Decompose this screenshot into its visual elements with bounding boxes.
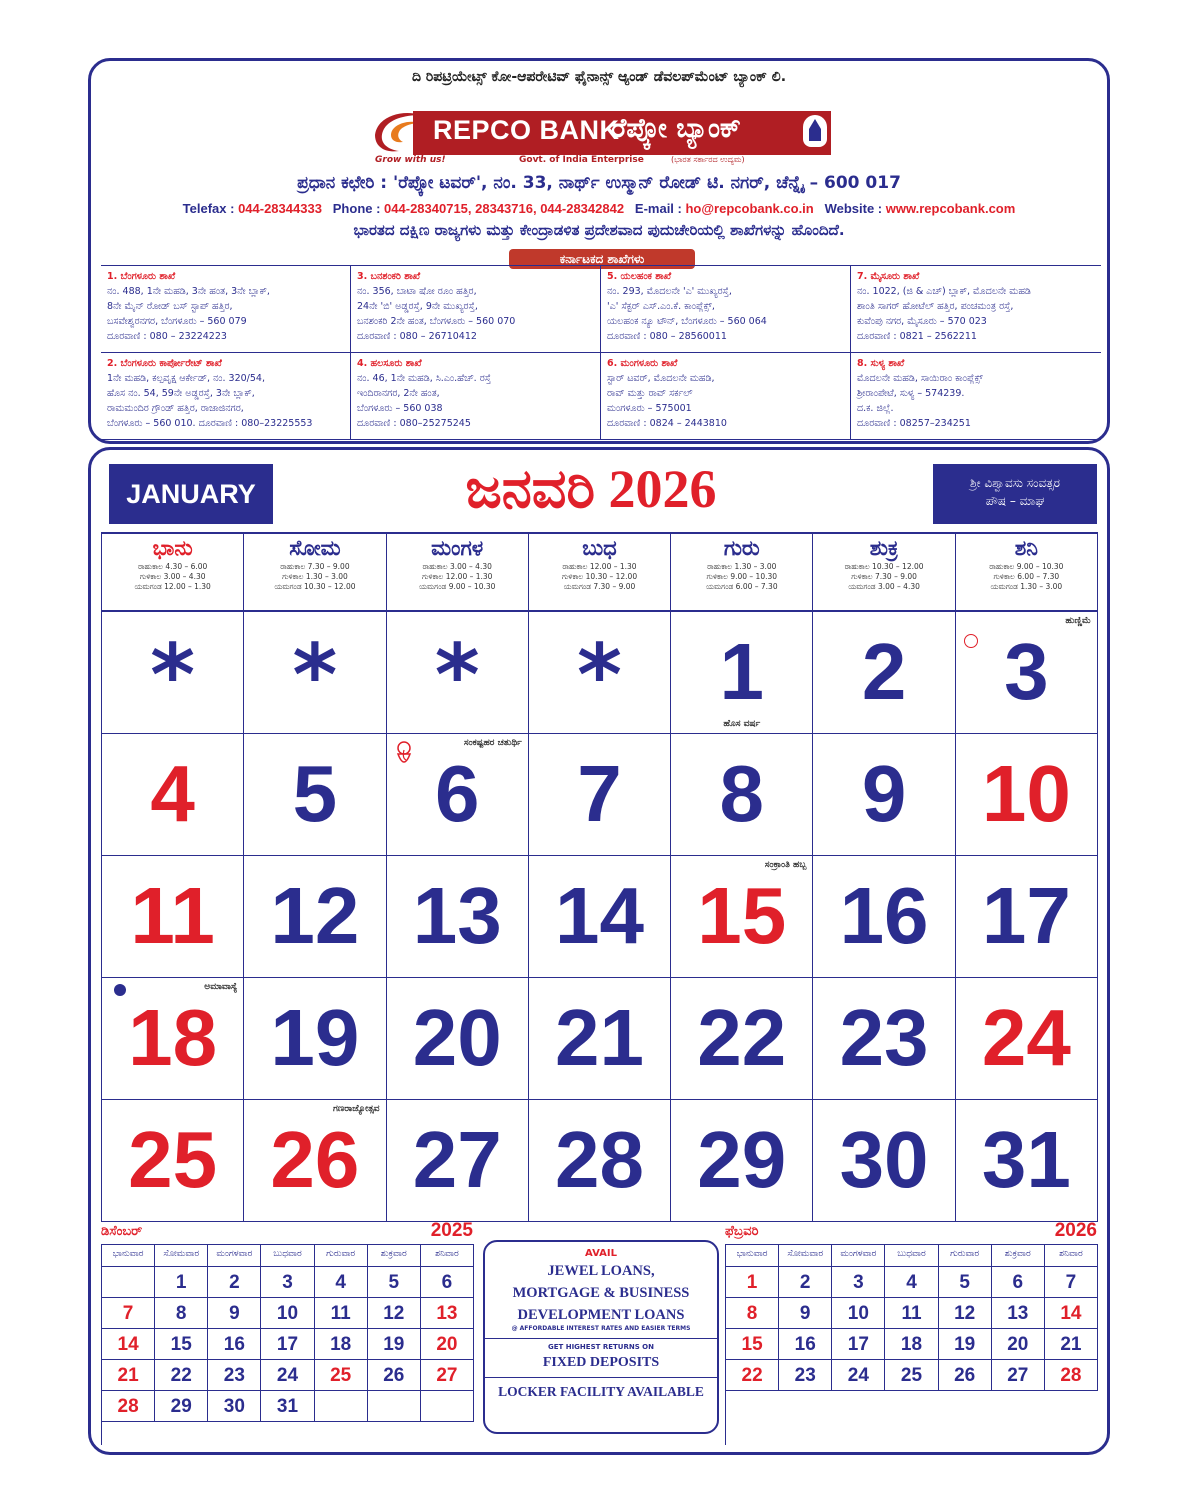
- blank-cell: [244, 612, 386, 734]
- mini-date-cell: 12: [368, 1298, 421, 1329]
- prev-month-year: 2025: [430, 1220, 473, 1241]
- date-number: 23: [839, 993, 929, 1082]
- weekday-timing: ಗುಳಿಕಾಲ 10.30 – 12.00: [561, 572, 638, 581]
- branch-address-line: ಬೆಂಗಳೂರು – 560 010. ದೂರವಾಣಿ : 080–23225553: [107, 418, 313, 429]
- date-cell[interactable]: [813, 856, 955, 978]
- date-number: 25: [128, 1115, 218, 1204]
- branch-address-line: ಬಸವೇಶ್ವರನಗರ, ಬೆಂಗಳೂರು – 560 079: [107, 316, 247, 327]
- date-number: 22: [697, 993, 787, 1082]
- branch-address-line: ದೂರವಾಣಿ : 0824 – 2443810: [607, 418, 727, 429]
- mini-date-cell: 19: [368, 1329, 421, 1360]
- ad-avail: AVAIL: [585, 1248, 617, 1259]
- main-calendar: [88, 447, 1110, 1455]
- branch-title: 1. ಬೆಂಗಳೂರು ಶಾಖೆ: [107, 271, 176, 282]
- date-cell[interactable]: [387, 734, 529, 856]
- branch-address-line: ಇಂದಿರಾನಗರ, 2ನೇ ಹಂತ,: [357, 388, 440, 399]
- branch-address-line: ದ.ಕ. ಜಿಲ್ಲೆ.: [857, 403, 894, 414]
- blank-cell: [529, 612, 671, 734]
- mini-weekday: ಶನಿವಾರ: [1045, 1245, 1098, 1267]
- mini-date-cell: 28: [102, 1391, 155, 1422]
- govt-enterprise-kn: (ಭಾರತ ಸರ್ಕಾರದ ಉದ್ಯಮ): [671, 155, 745, 164]
- phone-value: 044-28340715, 28343716, 044-28342842: [384, 201, 625, 216]
- mini-date-cell: 2: [208, 1267, 261, 1298]
- weekday-timing: ರಾಹುಕಾಲ 7.30 – 9.00: [280, 562, 350, 571]
- branch-address-line: ದೂರವಾಣಿ : 080 – 23224223: [107, 331, 227, 342]
- mini-date-cell: 16: [779, 1329, 832, 1360]
- mini-date-cell: 8: [155, 1298, 208, 1329]
- mini-weekday: ಸೋಮವಾರ: [155, 1245, 208, 1267]
- branch-address-line: ದೂರವಾಣಿ : 080–25275245: [357, 418, 471, 429]
- date-cell[interactable]: [671, 978, 813, 1100]
- mini-date-cell: 26: [939, 1360, 992, 1391]
- branch-address-line: ದೂರವಾಣಿ : 08257–234251: [857, 418, 971, 429]
- date-number: 12: [270, 871, 360, 960]
- mini-date-cell: 31: [261, 1391, 314, 1422]
- weekday-header: [387, 534, 529, 612]
- weekday-header: [671, 534, 813, 612]
- ad-locker: LOCKER FACILITY AVAILABLE: [498, 1384, 704, 1399]
- branch-title: 2. ಬೆಂಗಳೂರು ಕಾರ್ಪೋರೇಟ್ ಶಾಖೆ: [107, 358, 222, 369]
- emblem-icon: [803, 115, 827, 147]
- date-cell[interactable]: [671, 734, 813, 856]
- prev-month-calendar: [101, 1222, 473, 1444]
- date-number: 19: [270, 993, 360, 1082]
- branch-card: [601, 266, 851, 353]
- date-number: 28: [554, 1115, 644, 1204]
- branch-address-line: 8ನೇ ಮೈನ್ ರೋಡ್ ಬಸ್ ಸ್ಟಾಪ್ ಹತ್ತಿರ,: [107, 301, 233, 312]
- mini-date-cell: 21: [1045, 1329, 1098, 1360]
- branch-address-line: ಯಲಹಂಕ ನ್ಯೂ ಟೌನ್, ಬೆಂಗಳೂರು – 560 064: [607, 316, 767, 327]
- date-number: 18: [128, 993, 218, 1082]
- mini-date-cell: 20: [992, 1329, 1045, 1360]
- bank-header: [88, 58, 1110, 444]
- mini-date-cell: 4: [315, 1267, 368, 1298]
- date-cell[interactable]: [956, 612, 1098, 734]
- branch-address-line: ದೂರವಾಣಿ : 080 – 28560011: [607, 331, 727, 342]
- ad-loans-1: JEWEL LOANS,: [547, 1263, 655, 1279]
- branch-card: [601, 353, 851, 440]
- prev-month-name: ಡಿಸೆಂಬರ್: [101, 1224, 143, 1239]
- ad-divider: [485, 1338, 717, 1339]
- festival-note: ಹುಣ್ಣಿಮೆ: [1065, 616, 1091, 626]
- head-office-address: ಪ್ರಧಾನ ಕಛೇರಿ : 'ರೆಪ್ಕೋ ಟವರ್', ನಂ. 33, ನಾರ್ಥ್ ಉಸ್ಮಾನ್ ರೋಡ್ ಟಿ. ನಗರ್, ಚೆನ್ನೈ – 600 017: [297, 173, 901, 193]
- festival-note: ಗಣರಾಜ್ಯೋತ್ಸವ: [332, 1104, 380, 1114]
- date-number: 7: [577, 749, 622, 838]
- mini-weekday: ಭಾನುವಾರ: [102, 1245, 155, 1267]
- ad-fixed-deposits: FIXED DEPOSITS: [542, 1355, 660, 1370]
- website-link[interactable]: www.repcobank.com: [885, 201, 1016, 216]
- weekday-timing: ರಾಹುಕಾಲ 10.30 – 12.00: [844, 562, 924, 571]
- mini-date-cell: 6: [992, 1267, 1045, 1298]
- branch-card: [351, 353, 601, 440]
- mini-date-cell: 28: [1045, 1360, 1098, 1391]
- date-number: 27: [412, 1115, 502, 1204]
- date-number: 5: [292, 749, 338, 838]
- branch-address-line: ಮೊದಲನೇ ಮಹಡಿ, ಸಾಯಿರಾಂ ಕಾಂಪ್ಲೆಕ್ಸ್: [857, 373, 983, 384]
- weekday-timing: ಯಮಗಂಡ 12.00 – 1.30: [134, 582, 211, 591]
- logo-tagline: Grow with us!: [375, 155, 446, 165]
- weekday-name: ಶುಕ್ರ: [869, 536, 899, 560]
- ganesha-icon: [393, 740, 415, 770]
- date-number: 3: [1004, 627, 1049, 716]
- weekday-name: ಬುಧ: [582, 536, 617, 560]
- mini-date-cell: 30: [208, 1391, 261, 1422]
- weekday-header: [956, 534, 1098, 612]
- branch-card: [351, 266, 601, 353]
- mini-date-cell: [315, 1391, 368, 1422]
- weekday-timing: ಯಮಗಂಡ 9.00 – 10.30: [419, 582, 496, 591]
- next-month-calendar: [725, 1222, 1097, 1444]
- date-cell[interactable]: [244, 856, 386, 978]
- date-cell[interactable]: [813, 734, 955, 856]
- branch-card: [851, 353, 1101, 440]
- branch-address-line: ರಾವ್ ಮತ್ತು ರಾವ್ ಸರ್ಕಲ್: [607, 388, 693, 399]
- mini-date-cell: 9: [779, 1298, 832, 1329]
- mini-date-cell: 18: [885, 1329, 938, 1360]
- date-cell[interactable]: [956, 856, 1098, 978]
- date-number: 10: [981, 749, 1071, 838]
- mini-date-cell: [368, 1391, 421, 1422]
- date-cell[interactable]: [387, 1100, 529, 1222]
- branch-title: 6. ಮಂಗಳೂರು ಶಾಖೆ: [607, 358, 678, 369]
- date-cell[interactable]: [956, 1100, 1098, 1222]
- branch-list: [101, 265, 1101, 440]
- mini-date-cell: 22: [155, 1360, 208, 1391]
- branch-address-line: ಹೊಸ ನಂ. 54, 59ನೇ ಅಡ್ಡರಸ್ತೆ, 3ನೇ ಬ್ಲಾಕ್,: [107, 388, 255, 399]
- mini-date-cell: 15: [155, 1329, 208, 1360]
- cooperative-name: ದಿ ರಿಪಟ್ರಿಯೇಟ್ಸ್ ಕೋ-ಆಪರೇಟಿವ್ ಫೈನಾನ್ಸ್ ಆ್ಯಂಡ್ ಡೆವಲಪ್‌ಮೆಂಟ್ ಬ್ಯಾಂಕ್ ಲಿ.: [411, 69, 787, 85]
- date-number: 8: [719, 749, 765, 838]
- mini-date-cell: 1: [726, 1267, 779, 1298]
- branch-address-line: ನಂ. 293, ಮೊದಲನೇ 'ಎ' ಮುಖ್ಯರಸ್ತೆ,: [607, 286, 732, 297]
- full-moon-icon: [964, 634, 978, 648]
- festival-note: ಅಮಾವಾಸ್ಯೆ: [204, 982, 238, 992]
- weekday-timing: ಗುಳಿಕಾಲ 9.00 – 10.30: [706, 572, 778, 581]
- weekday-timing: ಯಮಗಂಡ 10.30 – 12.00: [274, 582, 356, 591]
- date-cell[interactable]: [671, 612, 813, 734]
- blank-cell: [387, 612, 529, 734]
- mini-date-cell: 7: [1045, 1267, 1098, 1298]
- branch-address-line: ಕುವೆಂಪು ನಗರ, ಮೈಸೂರು – 570 023: [857, 316, 987, 327]
- branch-address-line: ಮಂಗಳೂರು – 575001: [607, 403, 692, 414]
- blank-cell: [102, 612, 244, 734]
- mini-weekday: ಸೋಮವಾರ: [779, 1245, 832, 1267]
- mini-weekday: ಶನಿವಾರ: [421, 1245, 474, 1267]
- next-month-year: 2026: [1054, 1220, 1097, 1241]
- mini-date-cell: 2: [779, 1267, 832, 1298]
- branch-address-line: ದೂರವಾಣಿ : 0821 – 2562211: [857, 331, 977, 342]
- asterisk-mark: *: [150, 626, 196, 726]
- weekday-timing: ಯಮಗಂಡ 6.00 – 7.30: [705, 582, 778, 591]
- mini-weekday: ಮಂಗಳವಾರ: [208, 1245, 261, 1267]
- date-number: 15: [697, 871, 787, 960]
- date-number: 17: [981, 871, 1071, 960]
- weekday-timing: ಗುಳಿಕಾಲ 6.00 – 7.30: [993, 572, 1060, 581]
- mini-date-cell: 26: [368, 1360, 421, 1391]
- mini-date-cell: 23: [779, 1360, 832, 1391]
- ad-loans-2: MORTGAGE & BUSINESS: [512, 1285, 690, 1301]
- weekday-name: ಭಾನು: [152, 536, 193, 560]
- date-cell[interactable]: [102, 734, 244, 856]
- weekday-timing: ರಾಹುಕಾಲ 1.30 – 3.00: [707, 562, 777, 571]
- weekday-timing: ಯಮಗಂಡ 3.00 – 4.30: [848, 582, 920, 591]
- date-cell[interactable]: [102, 1100, 244, 1222]
- mini-date-cell: 29: [155, 1391, 208, 1422]
- karnataka-branches-badge: ಕರ್ನಾಟಕದ ಶಾಖೆಗಳು: [509, 249, 695, 269]
- samvatsara-box: [933, 464, 1097, 524]
- date-cell[interactable]: [956, 978, 1098, 1100]
- month-name-en: JANUARY: [109, 464, 273, 524]
- weekday-timing: ಯಮಗಂಡ 7.30 – 9.00: [563, 582, 636, 591]
- branch-title: 8. ಸುಳ್ಯ ಶಾಖೆ: [857, 358, 905, 369]
- weekday-timing: ಯಮಗಂಡ 1.30 – 3.00: [990, 582, 1063, 591]
- mini-date-cell: 5: [939, 1267, 992, 1298]
- date-cell[interactable]: [529, 856, 671, 978]
- ad-highest-returns: GET HIGHEST RETURNS ON: [547, 1343, 654, 1351]
- date-cell[interactable]: [671, 856, 813, 978]
- mini-weekday: ಗುರುವಾರ: [939, 1245, 992, 1267]
- website-label: Website :: [824, 201, 886, 216]
- weekday-timing: ಗುಳಿಕಾಲ 3.00 – 4.30: [139, 572, 206, 581]
- date-cell[interactable]: [244, 1100, 386, 1222]
- mini-date-cell: 12: [939, 1298, 992, 1329]
- date-cell[interactable]: [387, 978, 529, 1100]
- mini-date-cell: 17: [832, 1329, 885, 1360]
- weekday-header: [244, 534, 386, 612]
- mini-date-cell: 16: [208, 1329, 261, 1360]
- branch-card: [101, 266, 351, 353]
- date-cell[interactable]: [529, 978, 671, 1100]
- date-cell[interactable]: [102, 856, 244, 978]
- weekday-header: [813, 534, 955, 612]
- mini-date-cell: 3: [832, 1267, 885, 1298]
- mini-date-cell: 24: [832, 1360, 885, 1391]
- branch-title: 4. ಹಲಸೂರು ಶಾಖೆ: [357, 358, 422, 369]
- mini-date-cell: 27: [421, 1360, 474, 1391]
- weekday-header: [102, 534, 244, 612]
- mini-date-cell: 14: [102, 1329, 155, 1360]
- logo-text-kn: ರೆಪ್ಕೋ ಬ್ಯಾಂಕ್: [611, 113, 741, 144]
- date-number: 26: [270, 1115, 360, 1204]
- branch-address-line: ರಾಮಮಂದಿರ ಗ್ರೌಂಡ್ ಹತ್ತಿರ, ರಾಜಾಜಿನಗರ,: [107, 403, 244, 414]
- mini-date-cell: 8: [726, 1298, 779, 1329]
- next-month-grid: [725, 1244, 1098, 1445]
- weekday-name: ಸೋಮ: [289, 536, 341, 560]
- weekday-timing: ರಾಹುಕಾಲ 12.00 – 1.30: [562, 562, 637, 571]
- date-number: 29: [697, 1115, 787, 1204]
- branch-card: [101, 353, 351, 440]
- mini-date-cell: 23: [208, 1360, 261, 1391]
- mini-date-cell: 7: [102, 1298, 155, 1329]
- mini-date-cell: 25: [315, 1360, 368, 1391]
- date-number: 2: [861, 627, 907, 716]
- date-number: 1: [719, 627, 765, 716]
- mini-weekday: ಗುರುವಾರ: [315, 1245, 368, 1267]
- mini-weekday: ಬುಧವಾರ: [885, 1245, 938, 1267]
- date-cell[interactable]: [529, 1100, 671, 1222]
- prev-month-grid: [101, 1244, 474, 1445]
- weekday-header: [529, 534, 671, 612]
- mini-date-cell: 19: [939, 1329, 992, 1360]
- date-number: 11: [130, 871, 215, 960]
- branch-address-line: ನಂ. 46, 1ನೇ ಮಹಡಿ, ಸಿ.ಎಂ.ಹೆಚ್. ರಸ್ತೆ: [357, 373, 491, 384]
- ad-loans-3: DEVELOPMENT LOANS: [517, 1307, 685, 1323]
- mini-date-cell: 22: [726, 1360, 779, 1391]
- new-moon-icon: [114, 984, 126, 996]
- date-cell[interactable]: [813, 612, 955, 734]
- south-india-note: ಭಾರತದ ದಕ್ಷಿಣ ರಾಜ್ಯಗಳು ಮತ್ತು ಕೇಂದ್ರಾಡಳಿತ ಪ್ರದೇಶವಾದ ಪುದುಚೇರಿಯಲ್ಲಿ ಶಾಖೆಗಳನ್ನು ಹೊಂದಿದೆ.: [353, 221, 845, 239]
- branch-address-line: ಶ್ರೀರಾಂಪೇಟೆ, ಸುಳ್ಯ – 574239.: [857, 388, 965, 399]
- asterisk-mark: *: [434, 626, 480, 726]
- date-cell[interactable]: [387, 856, 529, 978]
- telefax-value: 044-28344333: [238, 201, 322, 216]
- weekday-timing: ಗುಳಿಕಾಲ 12.00 – 1.30: [421, 572, 493, 581]
- date-number: 9: [861, 749, 907, 838]
- mini-weekday: ಬುಧವಾರ: [261, 1245, 314, 1267]
- mini-date-cell: 4: [885, 1267, 938, 1298]
- mini-date-cell: 17: [261, 1329, 314, 1360]
- date-cell[interactable]: [244, 734, 386, 856]
- date-number: 13: [412, 871, 502, 960]
- mini-date-cell: 27: [992, 1360, 1045, 1391]
- mini-date-cell: 10: [832, 1298, 885, 1329]
- weekday-timing: ರಾಹುಕಾಲ 3.00 – 4.30: [422, 562, 492, 571]
- branch-card: [851, 266, 1101, 353]
- date-number: 14: [554, 871, 644, 960]
- date-number: 21: [554, 993, 644, 1082]
- weekday-timing: ಗುಳಿಕಾಲ 1.30 – 3.00: [282, 572, 348, 581]
- date-number: 20: [412, 993, 502, 1082]
- mini-date-cell: 9: [208, 1298, 261, 1329]
- mini-weekday: ಮಂಗಳವಾರ: [832, 1245, 885, 1267]
- mini-date-cell: 10: [261, 1298, 314, 1329]
- mini-weekday: ಶುಕ್ರವಾರ: [368, 1245, 421, 1267]
- mini-date-cell: 20: [421, 1329, 474, 1360]
- date-cell[interactable]: [244, 978, 386, 1100]
- branch-address-line: ಬೆಂಗಳೂರು – 560 038: [357, 403, 443, 414]
- weekday-name: ಶನಿ: [1014, 536, 1038, 560]
- mini-date-cell: 13: [992, 1298, 1045, 1329]
- date-cell[interactable]: [529, 734, 671, 856]
- mini-weekday: ಶುಕ್ರವಾರ: [992, 1245, 1045, 1267]
- asterisk-mark: *: [576, 626, 622, 726]
- day-grid: [101, 532, 1098, 1222]
- next-month-name: ಫೆಬ್ರವರಿ: [725, 1224, 759, 1239]
- festival-note: ಸಂಕ್ರಾಂತಿ ಹಬ್ಬ: [764, 860, 807, 870]
- date-number: 30: [839, 1115, 929, 1204]
- date-cell[interactable]: [671, 1100, 813, 1222]
- weekday-timing: ರಾಹುಕಾಲ 4.30 – 6.00: [137, 562, 208, 571]
- mini-date-cell: 11: [885, 1298, 938, 1329]
- contact-line: [91, 201, 1107, 216]
- email-link[interactable]: ho@repcobank.co.in: [685, 201, 814, 216]
- branch-address-line: 24ನೇ 'ಬಿ' ಅಡ್ಡರಸ್ತೆ, 9ನೇ ಮುಖ್ಯರಸ್ತೆ,: [357, 301, 478, 312]
- branch-address-line: ನಂ. 1022, (ಜಿ & ಎಚ್) ಬ್ಲಾಕ್, ಮೊದಲನೇ ಮಹಡಿ: [857, 286, 1031, 297]
- date-number: 31: [981, 1115, 1071, 1204]
- branch-address-line: ನಂ. 356, ಬಾಟಾ ಷೋ ರೂಂ ಹತ್ತಿರ,: [357, 286, 477, 297]
- mini-date-cell: 15: [726, 1329, 779, 1360]
- date-number: 16: [839, 871, 929, 960]
- branch-address-line: ದೂರವಾಣಿ : 080 – 26710412: [357, 331, 477, 342]
- mini-date-cell: [102, 1267, 155, 1298]
- festival-note: ಹೊಸ ವರ್ಷ: [723, 719, 761, 729]
- email-label: E-mail :: [634, 201, 686, 216]
- date-cell[interactable]: [956, 734, 1098, 856]
- mini-date-cell: 6: [421, 1267, 474, 1298]
- logo-text-en: REPCO BANK: [433, 115, 620, 145]
- date-cell[interactable]: [813, 1100, 955, 1222]
- branch-title: 3. ಬನಶಂಕರಿ ಶಾಖೆ: [357, 271, 421, 282]
- mini-date-cell: 11: [315, 1298, 368, 1329]
- branch-title: 7. ಮೈಸೂರು ಶಾಖೆ: [857, 271, 920, 282]
- mini-date-cell: 1: [155, 1267, 208, 1298]
- loan-advert: [483, 1240, 719, 1434]
- telefax-label: Telefax :: [182, 201, 239, 216]
- ad-affordable: @ AFFORDABLE INTEREST RATES AND EASIER TERMS: [511, 1325, 691, 1332]
- branch-address-line: ಬನಶಂಕರಿ 2ನೇ ಹಂತ, ಬೆಂಗಳೂರು – 560 070: [357, 316, 516, 327]
- mini-date-cell: 5: [368, 1267, 421, 1298]
- repco-logo: [371, 109, 831, 165]
- samvatsara: ಶ್ರೀ ವಿಶ್ವಾವಸು ಸಂವತ್ಸರ: [969, 476, 1061, 490]
- branch-address-line: ನಂ. 488, 1ನೇ ಮಹಡಿ, 3ನೇ ಹಂತ, 3ನೇ ಬ್ಲಾಕ್,: [107, 286, 270, 297]
- date-cell[interactable]: [102, 978, 244, 1100]
- mini-date-cell: 3: [261, 1267, 314, 1298]
- govt-enterprise: Govt. of India Enterprise: [519, 155, 644, 165]
- weekday-timing: ರಾಹುಕಾಲ 9.00 – 10.30: [989, 562, 1064, 571]
- branch-address-line: 1ನೇ ಮಹಡಿ, ಕಲ್ಪವೃಕ್ಷ ಆರ್ಕೇಡ್, ನಂ. 320/54,: [107, 373, 265, 384]
- branch-address-line: 'ಎ' ಸೆಕ್ಟರ್ ಎಸ್.ಎಂ.ಕೆ. ಕಾಂಪ್ಲೆಕ್ಸ್,: [607, 301, 715, 312]
- date-number: 6: [434, 749, 480, 838]
- weekday-name: ಮಂಗಳ: [431, 536, 484, 560]
- mini-date-cell: [421, 1391, 474, 1422]
- asterisk-mark: *: [292, 626, 338, 726]
- mini-date-cell: 25: [885, 1360, 938, 1391]
- mini-weekday: ಭಾನುವಾರ: [726, 1245, 779, 1267]
- mini-date-cell: 21: [102, 1360, 155, 1391]
- weekday-name: ಗುರು: [723, 536, 760, 560]
- date-number: 24: [981, 993, 1071, 1082]
- mini-date-cell: 13: [421, 1298, 474, 1329]
- weekday-timing: ಗುಳಿಕಾಲ 7.30 – 9.00: [851, 572, 917, 581]
- date-cell[interactable]: [813, 978, 955, 1100]
- masa: ಪೌಷ – ಮಾಘ: [985, 494, 1045, 508]
- branch-address-line: ಶಾಂತಿ ಸಾಗರ್ ಹೋಟೆಲ್ ಹತ್ತಿರ, ಪಂಚಮಂತ್ರ ರಸ್ತೆ,: [857, 301, 1014, 312]
- branch-address-line: ಸ್ಟಾರ್ ಟವರ್, ಮೊದಲನೇ ಮಹಡಿ,: [607, 373, 715, 384]
- branch-title: 5. ಯಲಹಂಕ ಶಾಖೆ: [607, 271, 672, 282]
- date-number: 4: [150, 749, 195, 838]
- festival-note: ಸಂಕಷ್ಟಹರ ಚತುರ್ಥಿ: [463, 738, 522, 748]
- month-name-kn: ಜನವರಿ 2026: [465, 459, 717, 519]
- mini-date-cell: 24: [261, 1360, 314, 1391]
- phone-label: Phone :: [332, 201, 385, 216]
- mini-date-cell: 18: [315, 1329, 368, 1360]
- mini-date-cell: 14: [1045, 1298, 1098, 1329]
